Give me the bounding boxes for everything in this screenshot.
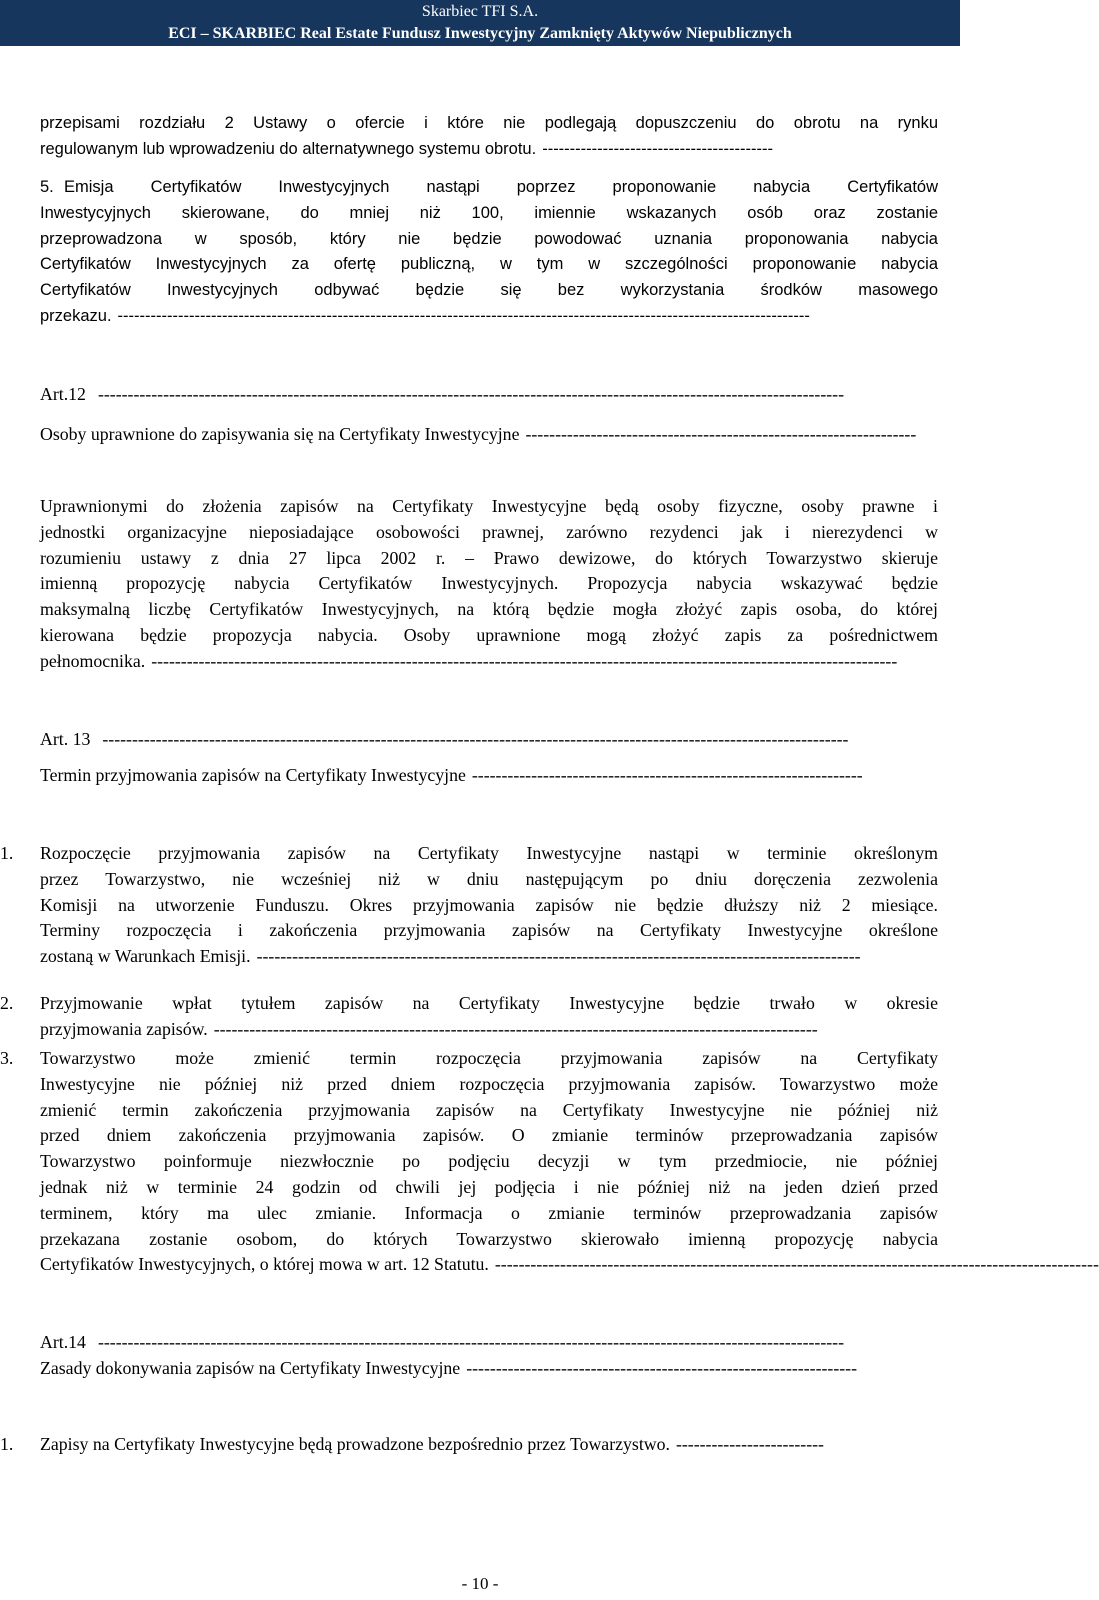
item-text [40,1432,938,1458]
item-text [40,1046,1099,1278]
point-5-line: przeprowadzona w sposób, który nie będzie powodować uznania proponowania nabycia [40,229,938,248]
item-last-text: Certyfikatów Inwestycyjnych, o której mowa w art. 12 Statutu. [40,1254,489,1275]
item-number: 2. [0,993,14,1013]
item-line: Komisji na utworzenie Funduszu. Okres przyjmowania zapisów nie będzie dłuższy niż 2 miesiące. [40,894,938,915]
filler-dashes: ------------------------------------------------------------------------------------------------------ [494,1254,1099,1275]
intro-line [40,137,938,163]
point-5-line [40,304,938,330]
filler-dashes: ------------------------------------------------------------------------------------------------------------------------------ [151,650,898,671]
body-line: rozumieniu ustawy z dnia 27 lipca 2002 r. – Prawo dewizowe, do których Towarzystwo skieruje [40,547,938,568]
article-title: Termin przyjmowania zapisów na Certyfikaty Inwestycyjne [40,765,466,785]
item-line: Terminy rozpoczęcia i zakończenia przyjmowania zapisów na Certyfikaty Inwestycyjne określone [40,920,938,941]
item-last-text: zostaną w Warunkach Emisji. [40,946,251,967]
filler-dashes: ------------------------------------------------------------------ [466,1357,858,1378]
item-text [40,841,938,970]
article-label-line [40,1330,938,1356]
article-14-heading [40,1330,938,1382]
item-number: 3. [0,1048,14,1068]
filler-dashes: ------------------------------------------------------------------------------------------------------------------------------ [97,384,845,404]
article-title-line [40,1356,938,1382]
filler-dashes: ------------------------------------------ [542,139,773,158]
filler-dashes: ------------------------------------------------------------------------------------------------------------------------------ [97,1332,845,1352]
body-line [40,649,938,675]
body-line: imienną propozycję nabycia Certyfikatów Inwestycyjnych. Propozycja nabycia wskazywać będzie [40,573,938,594]
item-line: zmienić termin zakończenia przyjmowania zapisów na Certyfikaty Inwestycyjne nie później niż [40,1099,938,1120]
filler-dashes: ------------------------------------------------------------------ [525,424,917,444]
article-label: Art.14 [40,1332,86,1352]
article-label-line [40,382,938,408]
intro-line-text: regulowanym lub wprowadzeniu do alternatywnego systemu obrotu. [40,139,537,158]
article-13-heading [40,727,938,753]
page-number: - 10 - [461,1574,499,1593]
point-5-last-text: przekazu. [40,306,112,325]
item-line: jednak niż w terminie 24 godzin od chwili jej podjęcia i nie później niż na jeden dzień przed [40,1176,938,1197]
filler-dashes: ------------------------------------------------------------------------------------------------------ [256,946,861,967]
item-line: przekazana zostanie osobom, do których Towarzystwo skierowało imienną propozycję nabycia [40,1228,938,1249]
article-label: Art. 13 [40,729,91,749]
point-5-line: Emisja Certyfikatów Inwestycyjnych nastąpi poprzez proponowanie nabycia Certyfikatów [64,178,938,196]
point-number: 5. [40,178,54,196]
page-header [0,0,960,46]
filler-dashes: ------------------------------------------------------------------------------------------------------ [213,1018,818,1039]
filler-dashes: ------------------------------------------------------------------------------------------------------------------------------ [117,306,810,325]
intro-paragraph [40,111,938,163]
article-title-line [40,763,938,789]
body-line: jednostki organizacyjne nieposiadające osobowości prawnej, zarówno rezydenci jak i nierezydenci w [40,521,938,542]
article-label-line [40,727,938,753]
item-line: Towarzystwo poinformuje niezwłocznie po podjęciu decyzji w tym przedmiocie, nie później [40,1151,938,1172]
point-5-line: Certyfikatów Inwestycyjnych odbywać będzie się bez wykorzystania środków masowego [40,281,938,300]
point-5-line: Certyfikatów Inwestycyjnych za ofertę publiczną, w tym w szczególności proponowanie nabycia [40,255,938,274]
filler-dashes: ------------------------- [675,1434,824,1454]
article-12-title [40,422,938,448]
filler-dashes: ------------------------------------------------------------------------------------------------------------------------------ [102,729,849,749]
article-title-line [40,422,938,448]
article-13-title [40,763,938,789]
article-title: Osoby uprawnione do zapisywania się na Certyfikaty Inwestycyjne [40,424,520,444]
body-line: maksymalną liczbę Certyfikatów Inwestycyjnych, na którą będzie mogła złożyć zapis osoba, do której [40,599,938,620]
header-company: Skarbiec TFI S.A. [421,3,539,20]
item-line: przez Towarzystwo, nie wcześniej niż w dniu następującym po dniu doręczenia zezwolenia [40,868,938,889]
item-line [40,1432,938,1458]
item-line: Towarzystwo może zmienić termin rozpoczęcia przyjmowania zapisów na Certyfikaty [40,1048,938,1068]
item-last-text: przyjmowania zapisów. [40,1018,208,1039]
article-title: Zasady dokonywania zapisów na Certyfikaty Inwestycyjne [40,1357,461,1378]
item-last-text: Zapisy na Certyfikaty Inwestycyjne będą prowadzone bezpośrednio przez Towarzystwo. [40,1434,670,1454]
item-text [40,991,938,1043]
point-5-line: Inwestycyjnych skierowane, do mniej niż 100, imiennie wskazanych osób oraz zostanie [40,203,938,222]
article-12-heading [40,382,938,408]
item-number: 1. [0,1434,14,1454]
filler-dashes: ------------------------------------------------------------------ [471,765,863,785]
article-12-body [40,494,938,675]
item-line: Przyjmowanie wpłat tytułem zapisów na Certyfikaty Inwestycyjne będzie trwało w okresie [40,993,938,1013]
item-line [40,944,938,970]
item-line: Rozpoczęcie przyjmowania zapisów na Certyfikaty Inwestycyjne nastąpi w terminie określonym [40,843,938,863]
body-last-text: pełnomocnika. [40,650,146,671]
point-5-text [40,175,938,330]
item-number: 1. [0,843,14,863]
intro-line: przepisami rozdziału 2 Ustawy o ofercie i które nie podlegają dopuszczeniu do obrotu na rynku [40,114,938,132]
body-line: Uprawnionymi do złożenia zapisów na Certyfikaty Inwestycyjne będą osoby fizyczne, osoby prawne i [40,496,938,516]
header-fund-name: ECI – SKARBIEC Real Estate Fundusz Inwestycyjny Zamknięty Aktywów Niepublicznych [168,25,792,42]
item-line: terminem, który ma ulec zmianie. Informacja o zmianie terminów przeprowadzania zapisów [40,1202,938,1223]
item-line [40,1017,938,1043]
item-line [40,1252,1099,1278]
item-line: Inwestycyjne nie później niż przed dniem rozpoczęcia przyjmowania zapisów. Towarzystwo może [40,1073,938,1094]
body-line: kierowana będzie propozycja nabycia. Osoby uprawnione mogą złożyć zapis za pośrednictwem [40,624,938,645]
item-line: przed dniem zakończenia przyjmowania zapisów. O zmianie terminów przeprowadzania zapisów [40,1125,938,1146]
article-label: Art.12 [40,384,86,404]
